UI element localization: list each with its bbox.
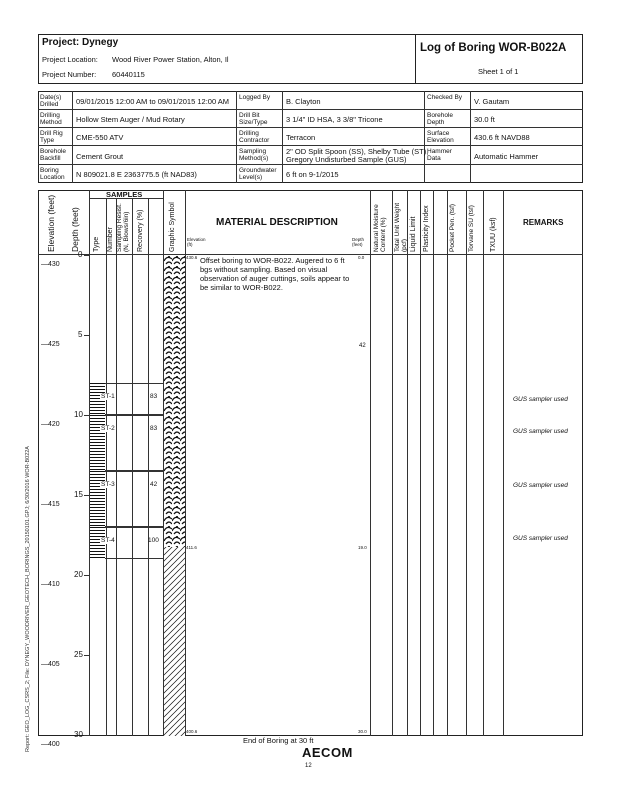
sheet-number: Sheet 1 of 1 [478, 67, 519, 76]
sample-remark: GUS sampler used [513, 395, 568, 403]
hammer-label: Hammer Data [427, 148, 452, 162]
col-liquid: Liquid Limit [410, 216, 417, 252]
col-recovery: Recovery (%) [137, 209, 144, 252]
project-title: Project: Dynegy [42, 37, 119, 48]
logged-label: Logged By [239, 94, 271, 101]
elevation-tick-label: —430 [41, 260, 60, 268]
mid-depth-marker: 42 [359, 343, 366, 349]
dates-label: Date(s) Drilled [40, 94, 62, 108]
col-sampling-resist: Sampling Resist. (N, Blows/6in) [116, 203, 130, 252]
depth-tick-label: 25 [74, 650, 83, 659]
depth-tick [84, 335, 89, 336]
sample-recovery: 83 [150, 425, 158, 433]
depth-tick [84, 255, 89, 256]
end-of-boring: End of Boring at 30 ft [243, 736, 314, 745]
sample-id: ST-3 [101, 481, 115, 489]
sample-id: ST-2 [101, 425, 115, 433]
elevation-tick-label: —400 [41, 740, 60, 748]
col-samples: SAMPLES [106, 190, 143, 199]
sampling-value-2: Gregory Undisturbed Sample (GUS) [286, 155, 407, 164]
col-pocket: Pocket Pen. (tsf) [449, 203, 456, 252]
contractor-value: Terracon [286, 133, 316, 142]
sample-type-symbol [90, 415, 105, 471]
checked-value: V. Gautam [474, 97, 510, 106]
sampling-label: Sampling Method(s) [239, 148, 269, 162]
logged-value: B. Clayton [286, 97, 321, 106]
depth-label: Borehole Depth [427, 112, 454, 126]
depth-tick-label: 10 [74, 410, 83, 419]
elev-value: 430.6 ft NAVD88 [474, 133, 530, 142]
sampling-value-1: 2" OD Split Spoon (SS), Shelby Tube (ST), [286, 147, 429, 156]
bottom-elevation: 400.6 [186, 729, 198, 734]
col-depth: Depth (feet) [70, 207, 80, 252]
elev-label: Surface Elevation [427, 130, 454, 144]
elevation-tick-label: —425 [41, 340, 60, 348]
sample-remark: GUS sampler used [513, 427, 568, 435]
gw-value: 6 ft on 9-1/2015 [286, 170, 339, 179]
col-remarks: REMARKS [523, 218, 564, 227]
col-torvane: Torvane SU (tsf) [468, 205, 475, 252]
col-elev-sub: Elevation (ft) [187, 237, 206, 247]
boring-loc-value: N 809021.8 E 2363775.5 (ft NAD83) [76, 170, 197, 179]
col-number: Number [107, 227, 114, 252]
method-value: Hollow Stem Auger / Mud Rotary [76, 115, 185, 124]
col-elevation: Elevation (feet) [46, 194, 56, 252]
depth-tick-label: 0 [78, 250, 83, 259]
bit-value: 3 1/4" ID HSA, 3 3/8" Tricone [286, 115, 383, 124]
col-graphic: Graphic Symbol [169, 202, 176, 252]
depth-tick-label: 30 [74, 730, 83, 739]
checked-label: Checked By [427, 94, 463, 101]
sample-recovery: 100 [148, 537, 159, 545]
depth-tick [84, 575, 89, 576]
sample-recovery: 42 [150, 481, 158, 489]
col-depth-sub: Depth (feet) [352, 237, 365, 247]
elevation-tick-label: —405 [41, 660, 60, 668]
hammer-value: Automatic Hammer [474, 152, 539, 161]
boring-loc-label: Boring Location [40, 167, 65, 181]
col-dry-unit: Total Unit Weight (pcf) [394, 202, 408, 252]
side-file-text: Report: GEO_LOG_CSRS_2; File: DYNEGY_WOODRIVER_GEOTECH_BORINGS_20150101.GPJ; 6/30/2016 WOR-B022A [25, 446, 31, 752]
elevation-tick-label: —415 [41, 500, 60, 508]
elevation-tick-label: —410 [41, 580, 60, 588]
page-number: 12 [305, 763, 312, 769]
top-elevation: 430.6 [186, 255, 198, 260]
col-plastic: Plasticity Index [423, 205, 430, 252]
project-location-value: Wood River Power Station, Alton, Il [112, 55, 229, 64]
backfill-label: Borehole Backfill [40, 148, 67, 162]
sample-id: ST-1 [101, 393, 115, 401]
bit-label: Drill Bit Size/Type [239, 112, 268, 126]
sample-type-symbol [90, 471, 105, 527]
sample-recovery: 83 [150, 393, 158, 401]
contractor-label: Drilling Contractor [239, 130, 270, 144]
end-depth: 19.0 [358, 545, 367, 550]
top-depth: 0.0 [358, 255, 365, 260]
sample-remark: GUS sampler used [513, 535, 568, 542]
sample-id: ST-4 [101, 537, 115, 545]
depth-tick [84, 655, 89, 656]
rig-label: Drill Rig Type [40, 130, 63, 144]
depth-value: 30.0 ft [474, 115, 495, 124]
depth-tick-label: 5 [78, 330, 83, 339]
rig-value: CME-550 ATV [76, 133, 124, 142]
aecom-logo: AECOM [302, 745, 353, 760]
project-number-value: 60440115 [112, 70, 145, 79]
col-material: MATERIAL DESCRIPTION [216, 217, 338, 228]
description-line-4: be similar to WOR-B022. [200, 283, 283, 292]
description-line-2: bgs without sampling. Based on visual [200, 265, 328, 274]
description-line-1: Offset boring to WOR-B022. Augered to 6 ft [200, 256, 345, 265]
gw-label: Groundwater Level(s) [239, 167, 277, 181]
end-elevation: 411.6 [186, 545, 197, 550]
col-moisture: Natural Moisture Content (%) [373, 204, 387, 252]
elevation-tick-label: —420 [41, 420, 60, 428]
project-number-label: Project Number: [42, 70, 97, 79]
project-location-label: Project Location: [42, 55, 98, 64]
backfill-value: Cement Grout [76, 152, 124, 161]
col-txuu: TXUU (ksf) [490, 217, 497, 252]
method-label: Drilling Method [40, 112, 62, 126]
description-line-3: observation of auger cuttings, soils appear to [200, 274, 350, 283]
log-title: Log of Boring WOR-B022A [420, 42, 567, 54]
depth-tick-label: 15 [74, 490, 83, 499]
dates-value: 09/01/2015 12:00 AM to 09/01/2015 12:00 AM [76, 97, 230, 106]
depth-tick [84, 735, 89, 736]
graphic-symbol-column [164, 255, 185, 736]
col-type: Type [93, 236, 100, 252]
depth-tick-label: 20 [74, 570, 83, 579]
bottom-depth: 30.0 [358, 729, 367, 734]
sample-remark: GUS sampler used [513, 482, 568, 490]
